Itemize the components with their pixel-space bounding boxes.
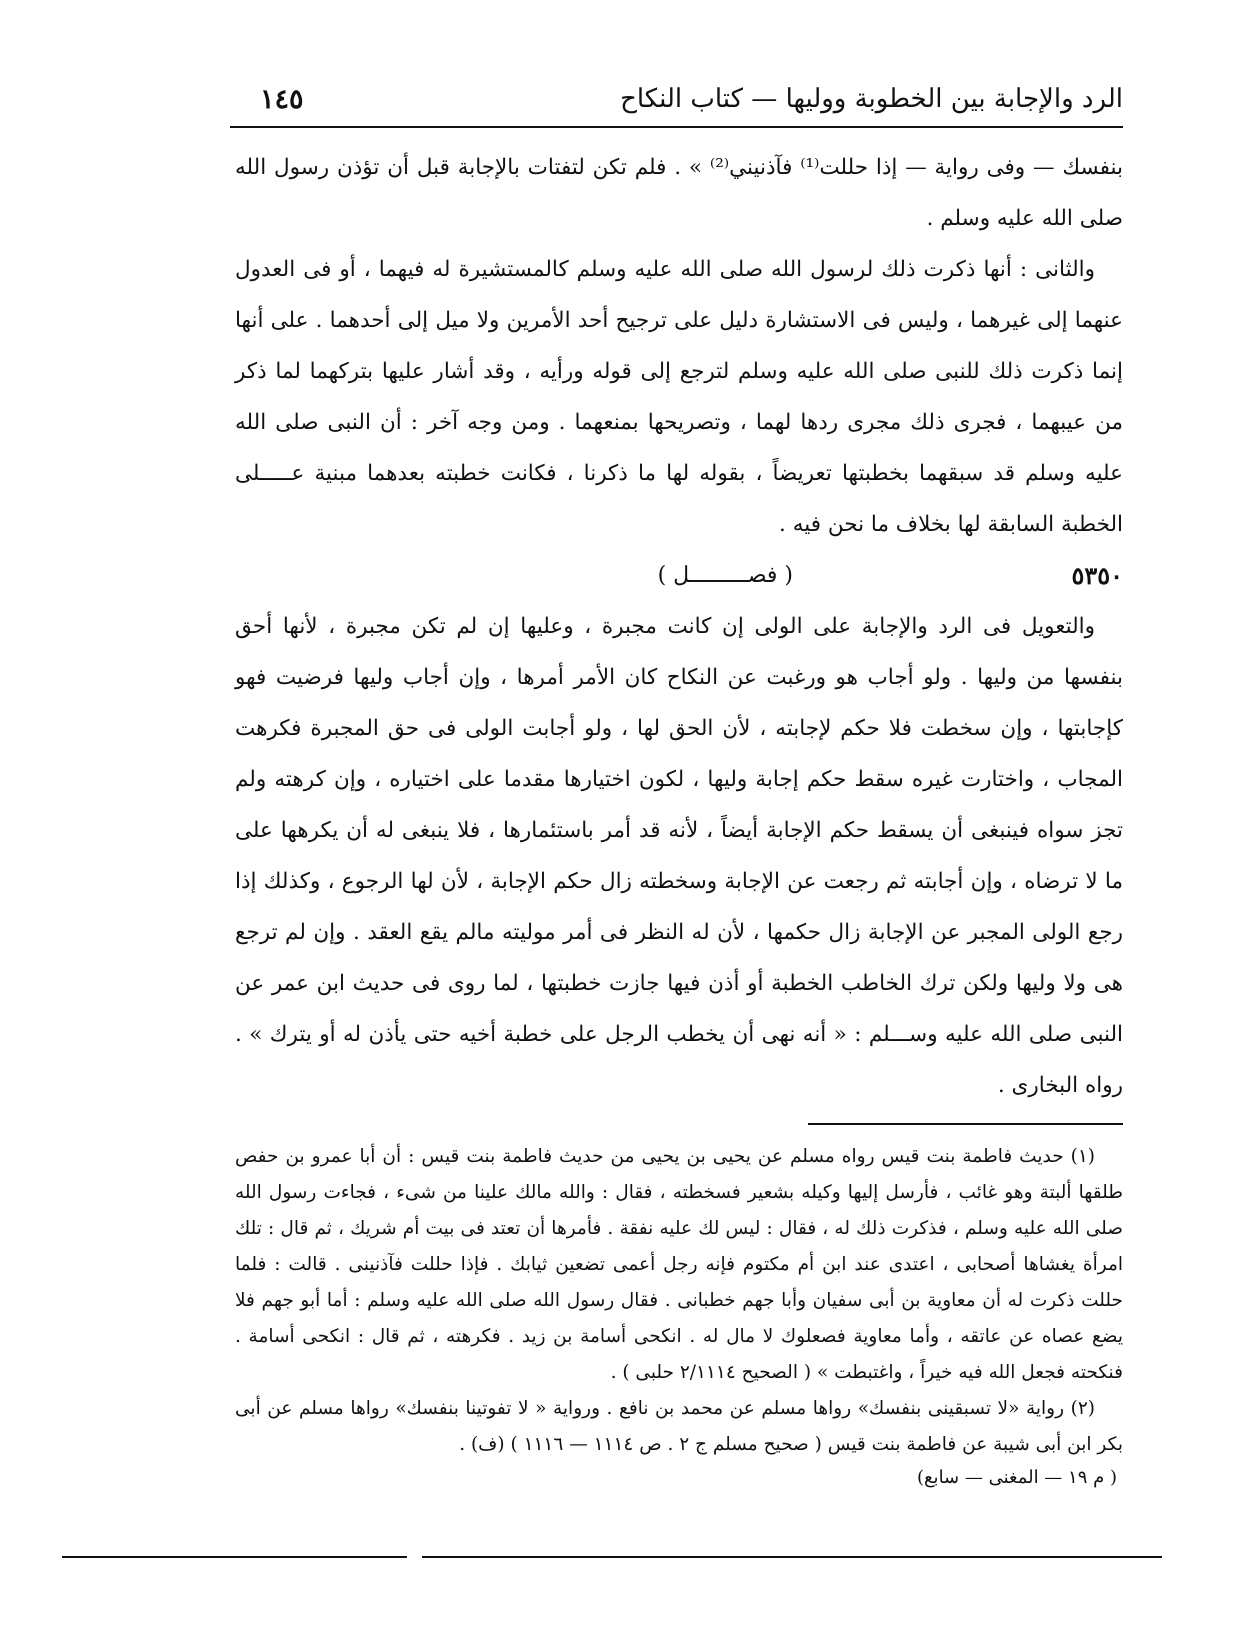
- main-text: [235, 142, 1123, 1111]
- footnote-1: (١) حديث فاطمة بنت قيس رواه مسلم عن يحيى بن يحيى من حديث فاطمة بنت قيس : أن أبا عمرو بن حفص طلقها ألبتة وهو غائب ، فأرسل إليها وكيله بشعير فسخطته ، فقال : والله مالك علينا من شىء ، فجاءت رسول الله صلى الله عليه وسلم ، فذكرت ذلك له ، فقال : ليس لك عليه نفقة . فأمرها أن تعتد فى بيت أم شريك ، ثم قال : تلك امرأة يغشاها أصحابى ، اعتدى عند ابن أم مكتوم فإنه رجل أعمى تضعين ثيابك . فإذا حللت فآذنينى . قالت : فلما حللت ذكرت له أن معاوية بن أبى سفيان وأبا جهم خطبانى . فقال رسول الله صلى الله عليه وسلم : أما أبو جهم فلا يضع عصاه عن عاتقه ، وأما معاوية فصعلوك لا مال له . انكحى أسامة بن زيد . فكرهته ، ثم قال : انكحى أسامة . فنكحته فجعل الله فيه خيراً ، واغتبطت » ( الصحيح ٢/١١١٤ حلبى ) .: [235, 1146, 1123, 1383]
- footnote-2: (٢) رواية «لا تسبقينى بنفسك» رواها مسلم عن محمد بن نافع . ورواية « لا تفوتينا بنفسك» رواها مسلم عن أبى بكر ابن أبى شيبة عن فاطمة بنت قيس ( صحيح مسلم ج ٢ . ص ١١١٤ — ١١١٦ ) (ف) .: [235, 1398, 1123, 1455]
- paragraph-continuation: بنفسك — وفى رواية — إذا حللت⁽¹⁾ فآذنيني⁽²⁾ » . فلم تكن لتفتات بالإجابة قبل أن تؤذن رسول الله صلى الله عليه وسلم .: [235, 155, 1123, 231]
- footnotes: [235, 1139, 1123, 1463]
- footnote-separator: [808, 1123, 1123, 1125]
- section-title: ( فصـــــــــل ): [657, 563, 793, 588]
- paragraph-section-body: والتعويل فى الرد والإجابة على الولى إن كانت مجبرة ، وعليها إن لم تكن مجبرة ، لأنها أحق بنفسها من وليها . ولو أجاب هو ورغبت عن النكاح كان الأمر أمرها ، وإن أجاب وليها فرضيت فهو كإجابتها ، وإن سخطت فلا حكم لإجابته ، لأن الحق لها ، ولو أجابت الولى فى حق المجبرة فكرهت المجاب ، واختارت غيره سقط حكم إجابة وليها ، لكون اختيارها مقدما على اختياره ، وإن كرهته ولم تجز سواه فينبغى أن يسقط حكم الإجابة أيضاً ، لأنه قد أمر باستئمارها ، فلا ينبغى له أن يكرهها على ما لا ترضاه ، وإن أجابته ثم رجعت عن الإجابة وسخطته زال حكم الإجابة ، لأن لها الرجوع ، وكذلك إذا رجع الولى المجبر عن الإجابة زال حكمها ، لأن له النظر فى أمر موليته مالم يقع العقد . وإن لم ترجع هى ولا وليها ولكن ترك الخاطب الخطبة أو أذن فيها جازت خطبتها ، لما روى فى حديث ابن عمر عن النبى صلى الله عليه وســـلم : « أنه نهى أن يخطب الرجل على خطبة أخيه حتى يأذن له أو يترك » . رواه البخارى .: [235, 614, 1123, 1098]
- page-header: [230, 78, 1123, 128]
- bottom-rule-right: [422, 1556, 1162, 1558]
- page-number: ١٤٥: [260, 84, 304, 115]
- paragraph-second-reason: والثانى : أنها ذكرت ذلك لرسول الله صلى الله عليه وسلم كالمستشيرة له فيهما ، أو فى العدول عنهما إلى غيرهما ، وليس فى الاستشارة دليل على ترجيح أحد الأمرين ولا ميل إلى أحدهما . على أنها إنما ذكرت ذلك للنبى صلى الله عليه وسلم لترجع إلى قوله ورأيه ، وقد أشار عليها بتركهما لما ذكر من عيبهما ، فجرى ذلك مجرى ردها لهما ، وتصريحها بمنعهما . ومن وجه آخر : أن النبى صلى الله عليه وسلم قد سبقهما بخطبتها تعريضاً ، بقوله لها ما ذكرنا ، فكانت خطبته بعدهما مبنية عـــــلى الخطبة السابقة لها بخلاف ما نحن فيه .: [235, 257, 1123, 537]
- bottom-rule-left: [62, 1556, 407, 1558]
- running-title: الرد والإجابة بين الخطوبة ووليها — كتاب النكاح: [620, 84, 1123, 114]
- signature-mark: ( م ١٩ — المغنى — سابع): [916, 1467, 1117, 1488]
- section-heading: [235, 550, 1123, 601]
- bottom-rule: [62, 1556, 1162, 1558]
- section-number: ٥٣٥٠: [1071, 561, 1123, 590]
